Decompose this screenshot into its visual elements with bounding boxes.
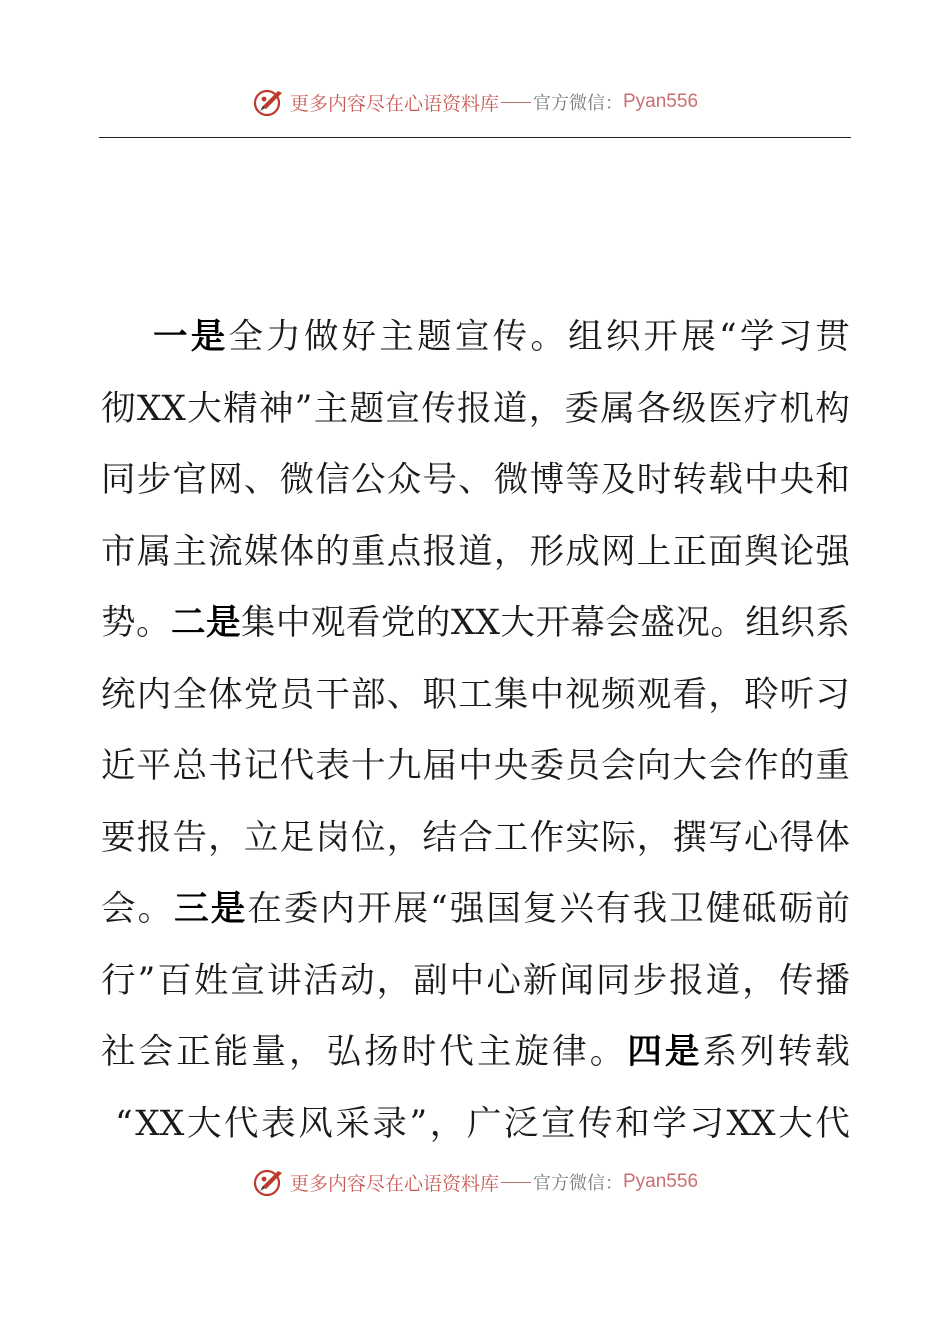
text-char: 宣 [230,960,265,1001]
text-char: 、 [386,674,422,715]
text-char: 市 [101,531,136,572]
text-char: 报 [422,531,457,572]
text-char: 内 [136,674,172,715]
watermark-brand: 更多内容尽在心语资料库 [289,92,499,115]
text-char: 强 [815,531,850,572]
text-char: 复 [522,889,558,929]
text-char: 上 [636,531,672,572]
text-char: 习 [777,317,813,357]
text-char: 撰 [672,817,707,858]
paragraph-line [101,374,850,446]
text-char: 等 [565,460,600,500]
text-char: 干 [315,674,350,715]
text-char: 。 [710,603,745,643]
text-char: 。 [589,1032,625,1072]
text-char: 正 [672,531,707,572]
text-char: 新 [522,960,558,1001]
text-char: 录 [372,1103,407,1144]
text-char: 中 [449,960,485,1001]
text-char: 工 [458,674,493,715]
paragraph-line [101,803,850,875]
text-char: ， [376,960,412,1001]
text-char: 众 [386,460,422,500]
text-char: 砥 [742,889,777,929]
text-char: 工 [493,817,529,858]
text-char: 中 [275,603,311,643]
paragraph-line [101,517,850,589]
text-char: 报 [669,960,704,1001]
bold-lead-char: 是 [190,317,226,357]
text-char: 主 [476,1032,512,1072]
text-char: 同 [101,460,136,500]
text-char: 视 [565,674,600,715]
text-char: 播 [815,960,850,1001]
text-char: 载 [815,1032,850,1072]
text-char: 道 [705,960,741,1001]
text-char: 点 [386,531,422,572]
text-char: 流 [208,531,243,572]
text-char: 网 [601,531,636,572]
watermark-dash [501,1182,531,1183]
text-char: 观 [636,674,672,715]
text-char: 会 [601,746,636,786]
text-char: 统 [101,674,136,715]
text-char: 转 [777,1032,813,1072]
text-char: 立 [243,817,279,858]
watermark-dash [501,102,531,103]
text-char: 际 [601,817,636,858]
text-char: 形 [529,531,565,572]
text-char: 学 [652,1103,687,1144]
text-char: 讲 [266,960,302,1001]
text-char: 中 [458,746,493,786]
text-char: 观 [310,603,346,643]
text-char: 医 [707,388,743,429]
text-char: 宣 [454,317,490,357]
text-char: 题 [417,317,452,357]
text-char: 央 [493,746,529,786]
text-char: 党 [380,603,416,643]
watermark-handle: Pyan556 [623,91,699,112]
text-char: 时 [636,460,672,500]
text-char: 量 [251,1032,286,1072]
text-char: 载 [708,460,743,500]
text-char: XX [726,1103,776,1144]
text-char: 代 [439,1032,474,1072]
text-char: 听 [779,674,815,715]
paragraph-line [101,874,850,946]
text-char: 看 [345,603,381,643]
paragraph-line [101,1089,850,1161]
header-rule [99,137,851,138]
text-char: 主 [172,531,207,572]
text-char: ， [708,674,743,715]
text-char: ” [409,1103,428,1144]
text-char: 好 [341,317,377,357]
text-char: 集 [493,674,529,715]
text-char: 聆 [743,674,779,715]
text-char: 大 [778,1103,813,1144]
text-char: 届 [422,746,457,786]
text-char: 有 [596,889,631,929]
text-char: 得 [779,817,815,858]
text-char: 律 [552,1032,587,1072]
text-char: 动 [340,960,375,1001]
text-char: 强 [449,889,485,929]
text-char: ， [429,1103,465,1144]
text-char: “ [115,1103,133,1144]
text-char: XX [450,603,500,643]
text-char: 幕 [570,603,605,643]
text-char: 岗 [315,817,350,858]
text-char: 行 [101,960,136,1001]
bold-lead-char: 是 [210,889,246,929]
bold-lead-char: 是 [205,603,241,643]
text-char: 展 [393,889,428,929]
text-char: 步 [632,960,668,1001]
text-char: 同 [596,960,631,1001]
watermark-banner-bottom [0,1162,950,1202]
text-char: 微 [493,460,529,500]
text-char: 网 [208,460,243,500]
text-char: 表 [261,1103,296,1144]
text-char: 看 [672,674,707,715]
text-char: 开 [643,317,679,357]
text-char: 重 [815,746,850,786]
text-char: ” [294,388,313,429]
text-char: 党 [243,674,279,715]
text-char: 信 [315,460,350,500]
text-char: 在 [247,889,282,929]
paragraph-line [101,1017,850,1089]
text-char: 博 [529,460,565,500]
text-char: 传 [578,1103,613,1144]
paragraph-line [101,731,850,803]
text-char: ， [528,388,564,429]
text-char: ， [493,531,529,572]
text-char: 系 [702,1032,737,1072]
text-char: 展 [681,317,716,357]
text-char: 、 [458,460,493,500]
text-char: 论 [779,531,815,572]
text-char: 媒 [243,531,279,572]
text-char: 委 [283,889,319,929]
text-char: 的 [315,531,350,572]
text-char: 和 [615,1103,650,1144]
text-char: “ [719,317,737,357]
text-char: 宣 [541,1103,576,1144]
text-char: 活 [303,960,339,1001]
text-char: 百 [157,960,192,1001]
text-char: 位 [351,817,386,858]
text-char: ” [137,960,156,1001]
quill-logo-icon [252,1165,286,1199]
text-char: 会 [708,746,743,786]
text-char: 弘 [326,1032,362,1072]
text-char: 主 [313,388,349,429]
text-char: 采 [335,1103,370,1144]
text-char: 疗 [743,388,779,429]
text-char: XX [136,388,186,429]
text-char: 。 [530,317,565,357]
text-char: 道 [458,531,493,572]
text-char: 姓 [193,960,229,1001]
text-char: 微 [279,460,315,500]
text-char: 学 [739,317,775,357]
text-char: 广 [466,1103,502,1144]
text-char: 机 [779,388,814,429]
text-char: 副 [413,960,448,1001]
text-char: 向 [636,746,672,786]
text-char: 写 [708,817,743,858]
text-char: 习 [689,1103,724,1144]
text-char: 心 [486,960,521,1001]
watermark-banner-top [0,82,950,122]
text-char: 职 [422,674,457,715]
text-char: 国 [486,889,521,929]
text-char: 会 [138,1032,174,1072]
text-char: 近 [101,746,136,786]
quill-logo-icon [252,85,286,119]
text-char: ， [636,817,672,858]
text-char: 扬 [364,1032,399,1072]
text-char: 传 [778,960,814,1001]
text-char: 书 [208,746,243,786]
text-char: 和 [815,460,850,500]
text-char: 委 [564,388,600,429]
text-char: 道 [492,388,528,429]
text-char: 全 [172,674,207,715]
text-char: 闻 [559,960,594,1001]
text-char: 织 [780,603,815,643]
paragraph-line [101,946,850,1018]
paragraph-line [101,302,850,374]
text-char: 委 [529,746,565,786]
text-char: 告 [172,817,207,858]
text-char: 大 [187,388,222,429]
text-char: ， [386,817,422,858]
text-char: 我 [632,889,668,929]
text-char: 要 [101,817,136,858]
text-char: 健 [705,889,741,929]
text-char: 号 [422,460,457,500]
text-char: 前 [815,889,850,929]
text-char: 能 [213,1032,249,1072]
text-char: 代 [815,1103,850,1144]
text-char: 况 [675,603,710,643]
text-char: 神 [258,388,294,429]
text-char: 内 [320,889,355,929]
text-char: 作 [743,746,779,786]
text-char: 中 [743,460,779,500]
paragraph-line [101,660,850,732]
text-char: 的 [779,746,815,786]
text-char: 平 [136,746,172,786]
text-char: 贯 [815,317,850,357]
text-char: 集 [240,603,276,643]
bold-lead-char: 是 [664,1032,700,1072]
text-char: 会 [605,603,640,643]
text-char: 频 [601,674,636,715]
text-char: 列 [740,1032,775,1072]
bold-lead-char: 二 [170,603,206,643]
text-char: 重 [351,531,386,572]
text-char: 主 [379,317,414,357]
text-char: 兴 [559,889,594,929]
watermark-tagline: 官方微信： [533,93,623,114]
text-char: 代 [279,746,315,786]
watermark-brand: 更多内容尽在心语资料库 [289,1172,499,1195]
text-char: 宣 [385,388,420,429]
text-char: 组 [568,317,603,357]
text-char: 大 [500,603,535,643]
text-char: 体 [208,674,243,715]
text-char: 央 [779,460,815,500]
text-char: 旋 [514,1032,550,1072]
text-char: 属 [600,388,635,429]
text-char: 心 [743,817,779,858]
text-char: ， [208,817,243,858]
text-char: 代 [224,1103,259,1144]
text-char: 。 [137,889,173,929]
text-char: 报 [457,388,492,429]
paragraph-line [101,588,850,660]
text-char: 的 [415,603,451,643]
text-char: 转 [672,460,707,500]
text-char: 公 [351,460,386,500]
text-char: 习 [815,674,850,715]
text-char: 足 [279,817,315,858]
text-char: 及 [601,460,636,500]
text-char: 实 [565,817,600,858]
text-char: 十 [351,746,386,786]
text-char: 盛 [640,603,675,643]
text-char: 精 [223,388,258,429]
text-char: 传 [492,317,528,357]
text-char: ， [288,1032,324,1072]
text-char: 泛 [503,1103,539,1144]
text-char: 。 [135,603,171,643]
text-char: 结 [422,817,457,858]
text-char: 属 [136,531,172,572]
text-char: 正 [176,1032,211,1072]
watermark-tagline: 官方微信： [533,1173,623,1194]
text-char: 社 [101,1032,136,1072]
text-char: 表 [315,746,350,786]
text-char: 、 [243,460,279,500]
text-char: 卫 [669,889,704,929]
text-char: 大 [672,746,707,786]
text-char: 各 [636,388,671,429]
text-char: 官 [172,460,207,500]
text-char: 系 [815,603,850,643]
text-char: 中 [529,674,565,715]
text-char: 体 [815,817,850,858]
text-char: 传 [421,388,456,429]
text-char: 报 [136,817,172,858]
text-char: 总 [172,746,207,786]
text-char: 开 [356,889,392,929]
bold-lead-char: 一 [153,317,188,357]
text-char: 大 [186,1103,222,1144]
bold-lead-char: 三 [174,889,209,929]
document-body [101,302,850,1160]
text-char: 员 [279,674,315,715]
text-char: 砺 [778,889,814,929]
text-char: 做 [303,317,339,357]
text-char: 彻 [101,388,136,429]
text-char: 记 [243,746,279,786]
text-char: ， [742,960,777,1001]
text-char: 织 [605,317,641,357]
bold-lead-char: 四 [627,1032,662,1072]
text-char: 构 [815,388,850,429]
text-char: 力 [266,317,301,357]
text-char: 风 [298,1103,333,1144]
text-char: “ [430,889,448,929]
paragraph-line [101,445,850,517]
watermark-handle: Pyan556 [623,1171,699,1192]
text-char: 部 [351,674,386,715]
text-char: 时 [401,1032,437,1072]
text-char: 全 [228,317,263,357]
text-char: 九 [386,746,422,786]
text-char: 开 [535,603,570,643]
text-char: 员 [565,746,600,786]
text-char: 势 [101,603,136,643]
text-char: XX [135,1103,185,1144]
text-char: 会 [101,889,136,929]
text-char: 题 [349,388,385,429]
text-char: 步 [136,460,172,500]
text-char: 舆 [743,531,779,572]
text-char: 面 [708,531,743,572]
text-char: 组 [745,603,780,643]
text-char: 作 [529,817,565,858]
text-char: 体 [279,531,315,572]
text-char: 合 [458,817,493,858]
text-char: 成 [565,531,600,572]
text-char: 级 [672,388,707,429]
